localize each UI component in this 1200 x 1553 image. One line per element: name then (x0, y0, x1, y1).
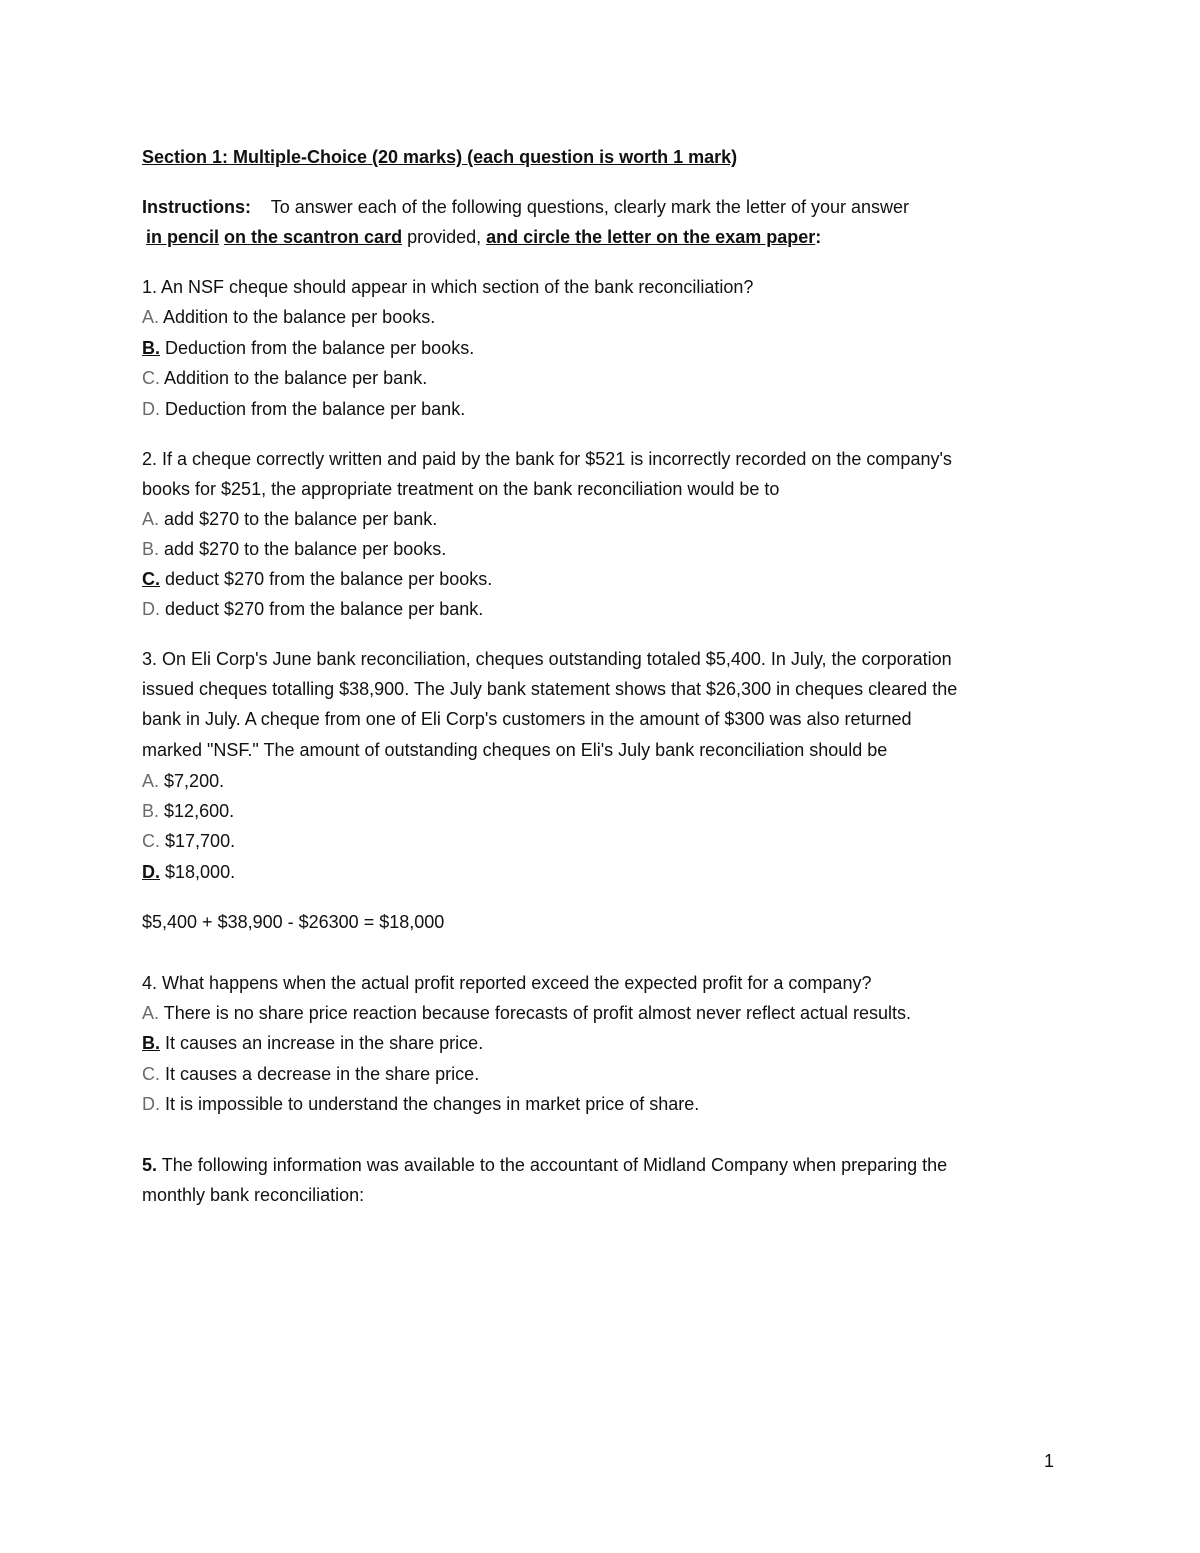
question-3-stem-line-2: issued cheques totalling $38,900. The July bank statement shows that $26,300 in cheques cleared the (142, 679, 958, 699)
question-2-stem-line-2: books for $251, the appropriate treatment on the bank reconciliation would be to (142, 479, 780, 499)
instructions-label: Instructions: (142, 197, 252, 217)
option-text: deduct $270 from the balance per bank. (165, 599, 484, 619)
question-4-option-d (142, 1093, 699, 1115)
question-1-stem (142, 276, 753, 298)
option-letter: C. (142, 368, 160, 388)
option-letter: A. (142, 307, 160, 327)
question-number: 1. (142, 277, 158, 297)
question-4-stem (142, 972, 871, 994)
question-5-stem (142, 1154, 947, 1176)
page-number: 1 (1044, 1451, 1055, 1471)
question-2-option-c (142, 568, 492, 590)
question-4-option-a (142, 1002, 911, 1024)
correct-option-letter: D. (142, 862, 160, 882)
question-2-option-a (142, 508, 437, 530)
option-text: Addition to the balance per bank. (164, 368, 428, 388)
question-text: An NSF cheque should appear in which section of the bank reconciliation? (161, 277, 754, 297)
instructions-scantron: on the scantron card (224, 227, 403, 247)
question-2-option-b (142, 538, 446, 560)
question-3-option-d (142, 861, 235, 883)
option-text: It is impossible to understand the changes in market price of share. (165, 1094, 700, 1114)
question-1-option-d (142, 398, 465, 420)
question-3-stem-line-4: marked "NSF." The amount of outstanding cheques on Eli's July bank reconciliation should be (142, 740, 888, 760)
option-letter: A. (142, 771, 160, 791)
option-letter: B. (142, 801, 160, 821)
option-letter: D. (142, 599, 160, 619)
option-text: deduct $270 from the balance per books. (165, 569, 493, 589)
option-text: $7,200. (164, 771, 225, 791)
option-text: Addition to the balance per books. (163, 307, 436, 327)
option-letter: D. (142, 399, 160, 419)
correct-option-letter: C. (142, 569, 160, 589)
option-text: $18,000. (165, 862, 236, 882)
question-1-option-a (142, 306, 435, 328)
question-1-option-b (142, 337, 474, 359)
instructions-pencil: in pencil (146, 227, 220, 247)
option-text: There is no share price reaction because forecasts of profit almost never reflect actual results. (163, 1003, 912, 1023)
question-text: What happens when the actual profit reported exceed the expected profit for a company? (162, 973, 872, 993)
question-3-working: $5,400 + $38,900 - $26300 = $18,000 (142, 912, 445, 932)
option-text: $12,600. (164, 801, 235, 821)
question-number: 4. (142, 973, 158, 993)
question-3-option-a (142, 770, 224, 792)
option-text: $17,700. (165, 831, 236, 851)
question-3-option-c (142, 830, 235, 852)
instructions-line-1 (142, 196, 909, 218)
question-number: 3. (142, 649, 158, 669)
question-1-option-c (142, 367, 427, 389)
option-letter: C. (142, 1064, 160, 1084)
question-3-stem-line-3: bank in July. A cheque from one of Eli Corp's customers in the amount of $300 was also returned (142, 709, 912, 729)
option-letter: D. (142, 1094, 160, 1114)
question-4-option-c (142, 1063, 479, 1085)
correct-option-letter: B. (142, 338, 160, 358)
question-3-stem (142, 648, 952, 670)
correct-option-letter: B. (142, 1033, 160, 1053)
option-letter: C. (142, 831, 160, 851)
option-text: Deduction from the balance per bank. (165, 399, 466, 419)
question-text: On Eli Corp's June bank reconciliation, cheques outstanding totaled $5,400. In July, the corporation (162, 649, 952, 669)
option-letter: A. (142, 509, 160, 529)
instructions-line-2 (146, 226, 821, 248)
instructions-circle: and circle the letter on the exam paper (486, 227, 816, 247)
option-text: It causes a decrease in the share price. (165, 1064, 480, 1084)
question-text: The following information was available to the accountant of Midland Company when preparing the (161, 1155, 948, 1175)
option-letter: B. (142, 539, 160, 559)
question-number: 5. (142, 1155, 158, 1175)
option-text: add $270 to the balance per books. (164, 539, 447, 559)
question-number: 2. (142, 449, 158, 469)
question-3-option-b (142, 800, 234, 822)
question-text: If a cheque correctly written and paid by the bank for $521 is incorrectly recorded on the company's (162, 449, 952, 469)
option-text: add $270 to the balance per bank. (164, 509, 438, 529)
question-2-stem (142, 448, 952, 470)
question-4-option-b (142, 1032, 483, 1054)
option-letter: A. (142, 1003, 160, 1023)
question-2-option-d (142, 598, 483, 620)
question-5-stem-line-2: monthly bank reconciliation: (142, 1185, 365, 1205)
instructions-colon: : (815, 227, 822, 247)
instructions-provided: provided, (402, 227, 487, 247)
instructions-text: To answer each of the following questions, clearly mark the letter of your answer (270, 197, 910, 217)
option-text: Deduction from the balance per books. (165, 338, 475, 358)
section-title: Section 1: Multiple-Choice (20 marks) (each question is worth 1 mark) (142, 147, 738, 167)
option-text: It causes an increase in the share price. (165, 1033, 484, 1053)
